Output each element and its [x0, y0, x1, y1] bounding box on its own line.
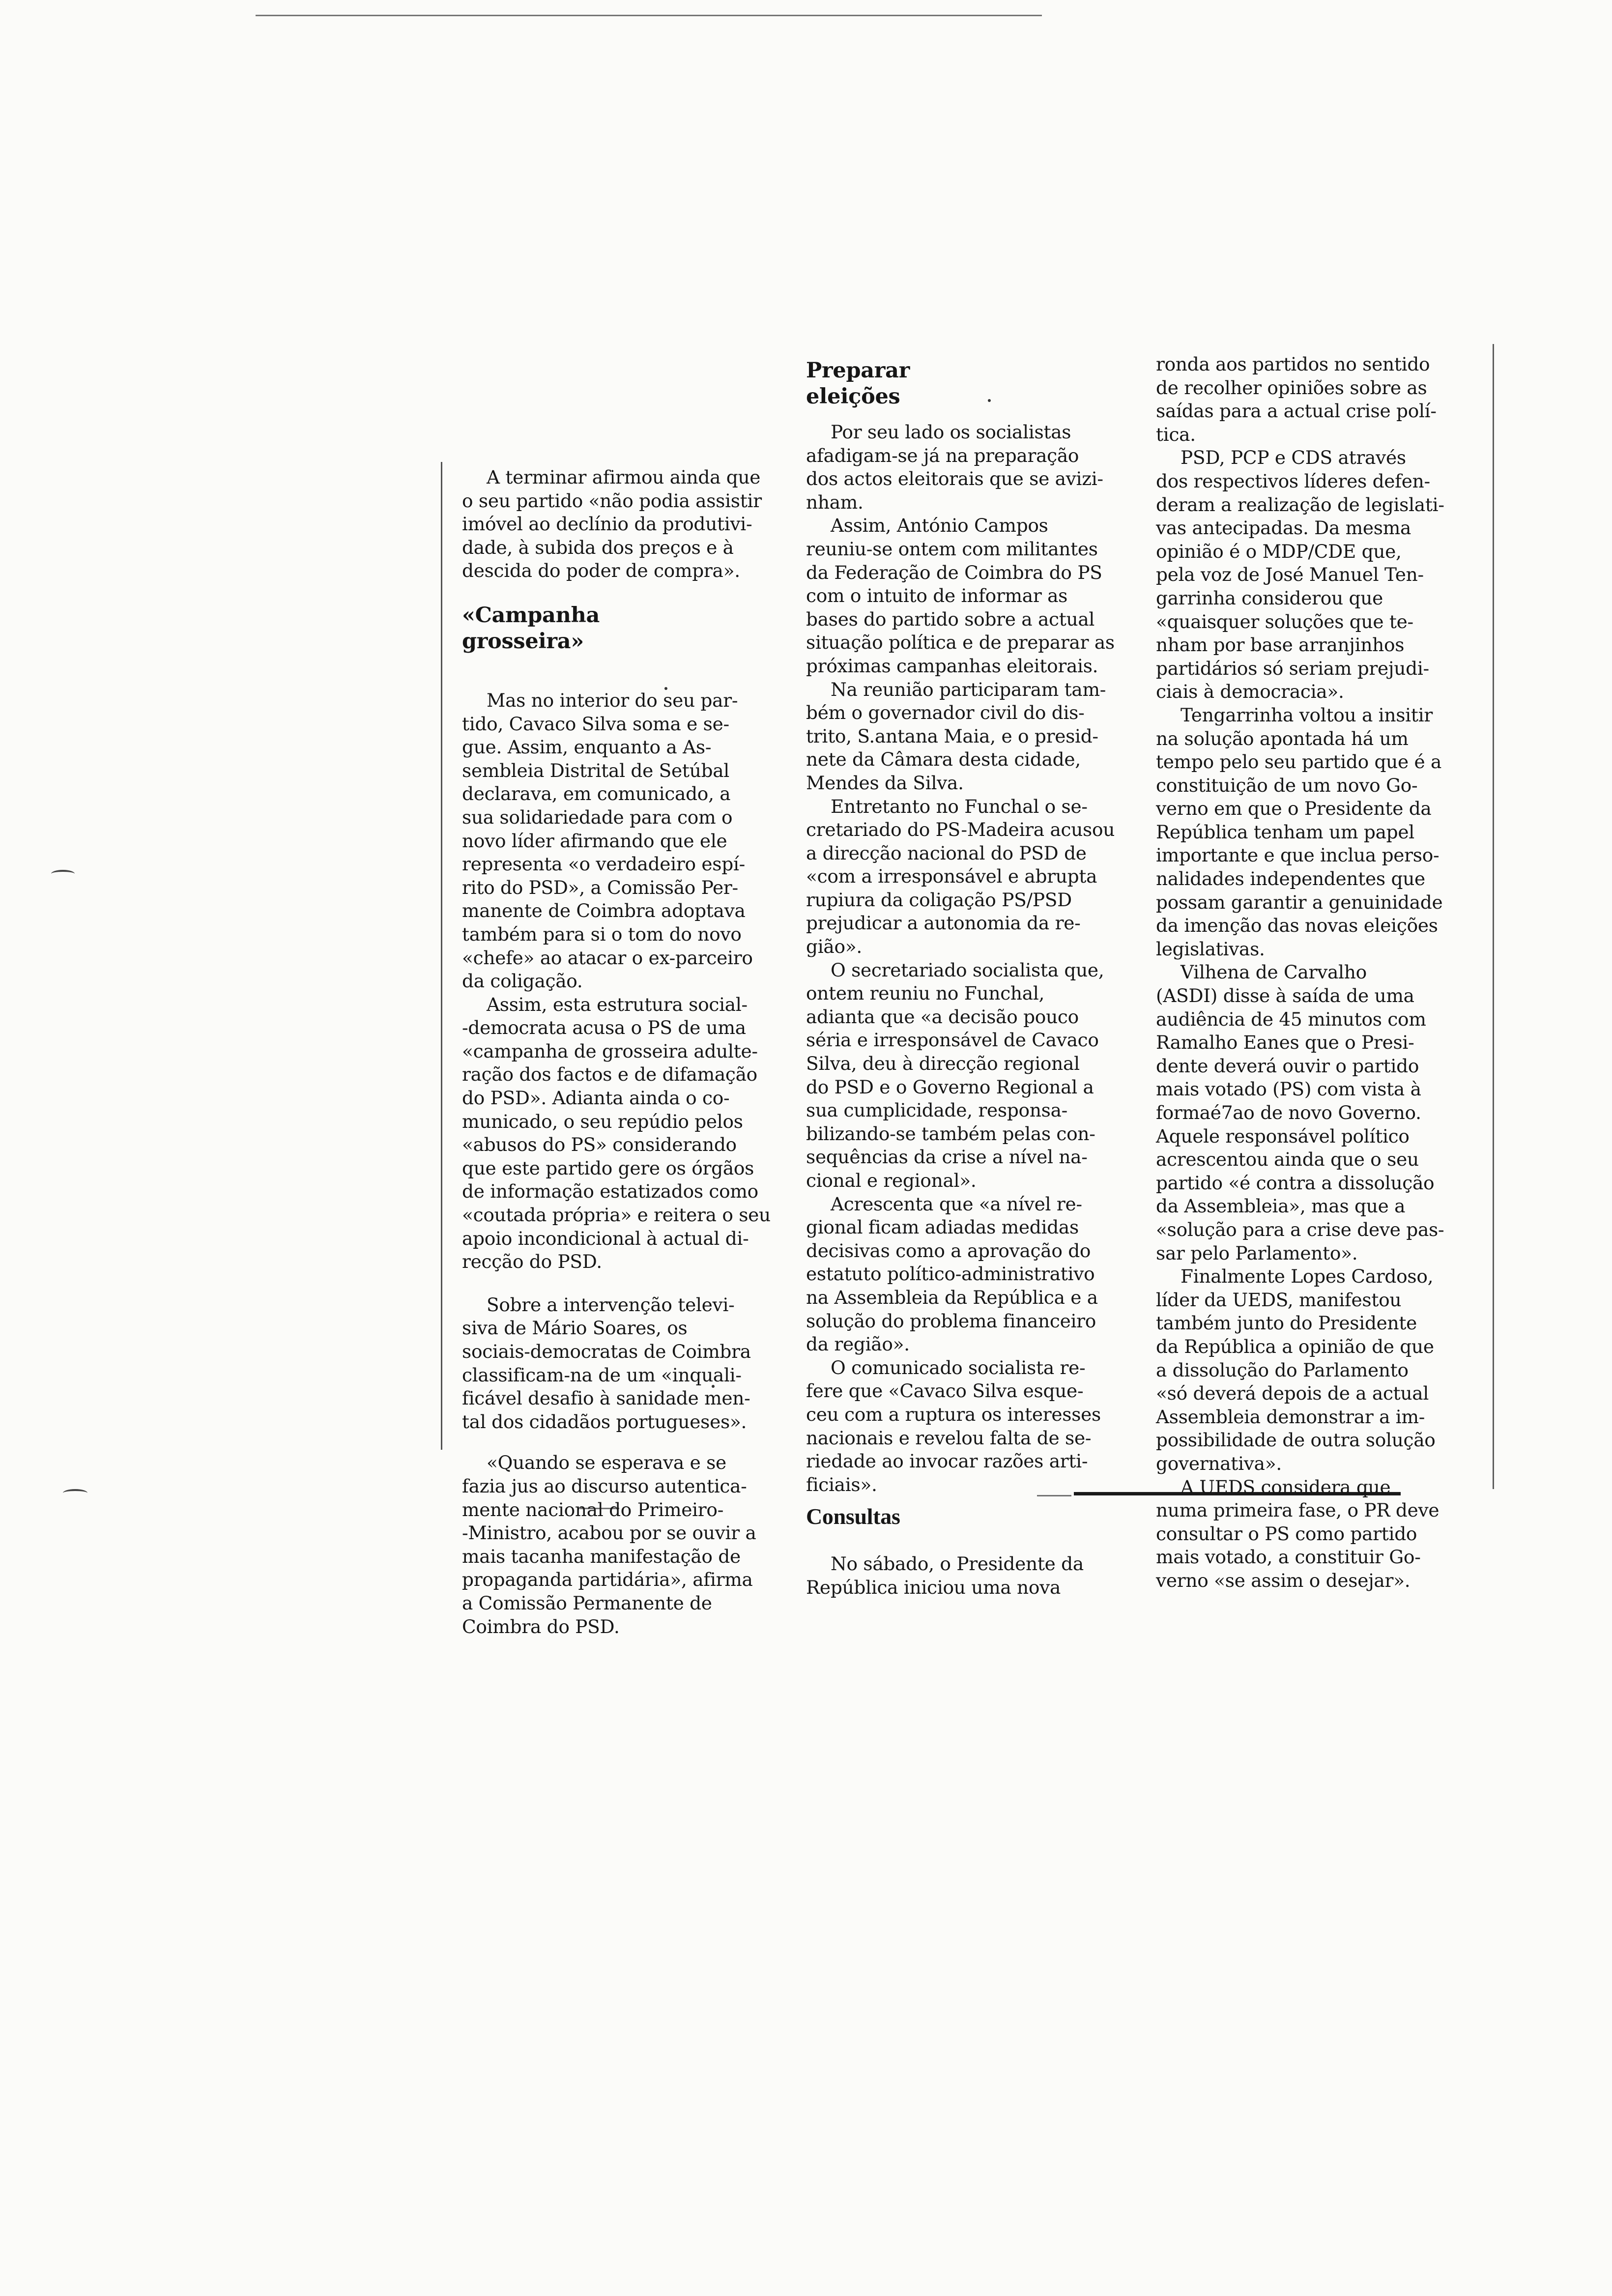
subheading-preparar-eleicoes: Preparar eleições	[806, 358, 910, 409]
col1-intro: A terminar afirmou ainda que o seu partido «não podia assistir imóvel ao declínio da produtivi- dade, à subida dos preços e à descida do poder de compra».	[462, 466, 762, 582]
col2-body: Por seu lado os socialistas afadigam-se já na preparação dos actos eleitorais que se avizi- nham. Assim, António Campos reuniu-se ontem com militantes da Federação de Coimbra do PS com o intuito de informar as bases do partido sobre a actual situação política e de preparar as próximas campanhas eleitorais. Na reunião participaram tam- bém o governador civil do dis- trito, S.antana Maia, e o presid- nete da Câmara desta cidade, Mendes da Silva. Entretanto no Funchal o se- cretariado do PS-Madeira acusou a direcção nacional do PSD de «com a irresponsável e abrupta rupiura da coligação PS/PSD prejudicar a autonomia da re- gião». O secretariado socialista que, ontem reuniu no Funchal, adianta que «a decisão pouco séria e irresponsável de Cavaco Silva, deu à direcção regional do PSD e o Governo Regional a sua cumplicidade, responsa- bilizando-se também pelas con- sequências da crise a nível na- cional e regional». Acrescenta que «a nível re- gional ficam adiadas medidas decisivas como a aprovação do estatuto político-administrativo na Assembleia da República e a solução do problema financeiro da região». O comunicado socialista re- fere que «Cavaco Silva esque- ceu com a ruptura os interesses nacionais e revelou falta de se- riedade ao invocar razões arti- ficiais».	[806, 421, 1115, 1495]
col1-paragraph-quando: «Quando se esperava e se fazia jus ao discurso autentica- mente nacional do Primeiro- -Ministro, acabou por se ouvir a mais tacanha manifestação de propaganda partidária», afirma a Comissão Permanente de Coimbra do PSD.	[462, 1452, 756, 1637]
article-column-1	[462, 466, 816, 1638]
binder-mark-2	[63, 1489, 87, 1497]
subheading-campanha-grosseira: «Campanha grosseira»	[462, 603, 600, 654]
col2-consultas: No sábado, o Presidente da República iniciou uma nova	[806, 1553, 1084, 1598]
column-rule-left	[441, 462, 442, 1450]
article-column-2	[806, 358, 1160, 1600]
col3-body: ronda aos partidos no sentido de recolher opiniões sobre as saídas para a actual crise polí- tica. PSD, PCP e CDS através dos respectivos líderes defen- deram a realização de legislati- vas antecipadas. Da mesma opinião é o MDP/CDE que, pela voz de José Manuel Ten- garrinha considerou que «quaisquer soluções que te- nham por base arranjinhos partidários só seriam prejudi- ciais à democracia». Tengarrinha voltou a insitir na solução apontada há um tempo pelo seu partido que é a constituição de um novo Go- verno em que o Presidente da República tenham um papel importante e que inclua perso- nalidades independentes que possam garantir a genuinidade da imenção das novas eleições legislativas. Vilhena de Carvalho (ASDI) disse à saída de uma audiência de 45 minutos com Ramalho Eanes que o Presi- dente deverá ouvir o partido mais votado (PS) com vista à formaé7ao de novo Governo. Aquele responsável político acrescentou ainda que o seu partido «é contra a dissolução da Assembleia», mas que a «solução para a crise deve pas- sar pelo Parlamento». Finalmente Lopes Cardoso, líder da UEDS, manifestou também junto do Presidente da República a opinião de que a dissolução do Parlamento «só deverá depois de a actual Assembleia demonstrar a im- possibilidade de outra solução governativa». A UEDS considera que numa primeira fase, o PR deve consultar o PS como partido mais votado, a constituir Go- verno «se assim o desejar».	[1156, 353, 1444, 1591]
top-rule	[256, 15, 1042, 16]
col1-paragraph-soares: Sobre a intervenção televi- siva de Mário Soares, os sociais-democratas de Coimbra classificam-na de um «inquali- ficável desafio à sanidade men- tal dos cidadãos portugueses».	[462, 1293, 751, 1433]
subheading-consultas: Consultas	[806, 1504, 900, 1529]
col1-body: Mas no interior do seu par- tido, Cavaco Silva soma e se- gue. Assim, enquanto a As- sembleia Distrital de Setúbal declarava, em comunicado, a sua solidariedade para com o novo líder afirmando que ele representa «o verdadeiro espí- rito do PSD», a Comissão Per- manente de Coimbra adoptava também para si o tom do novo «chefe» ao atacar o ex-parceiro da coligação. Assim, esta estrutura social- -democrata acusa o PS de uma «campanha de grosseira adulte- ração dos factos e de difamação do PSD». Adianta ainda o co- municado, o seu repúdio pelos «abusos do PS» considerando que este partido gere os órgãos de informação estatizados como «coutada própria» e reitera o seu apoio incondicional à actual di- recção do PSD.	[462, 689, 771, 1273]
binder-mark-1	[51, 870, 75, 878]
article-column-3	[1156, 353, 1500, 1592]
